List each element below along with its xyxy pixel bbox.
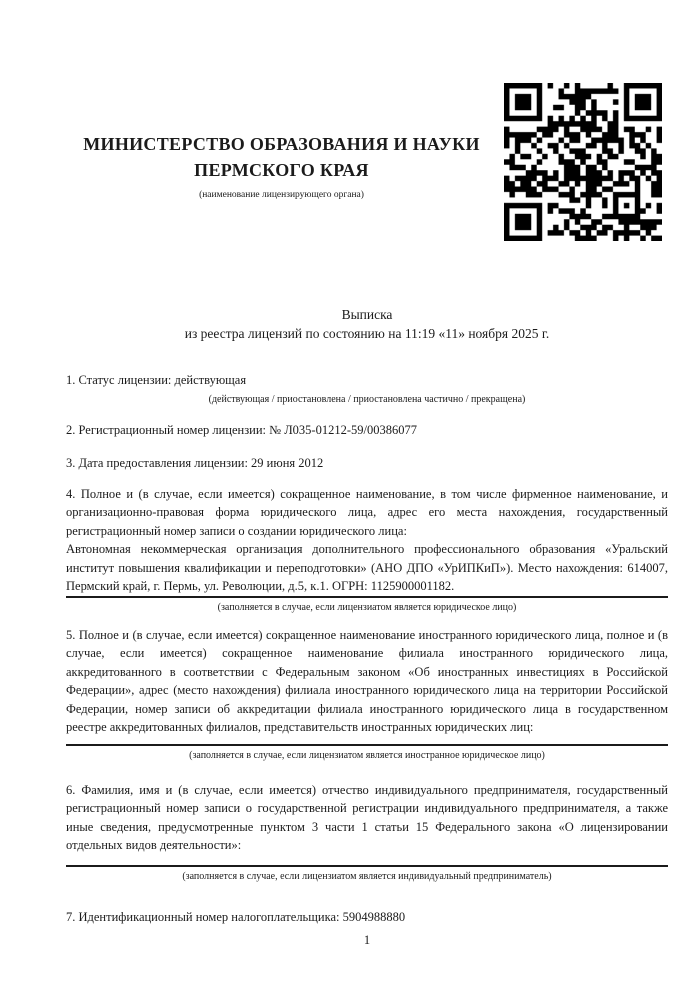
foreign-entity-caption: (заполняется в случае, если лицензиатом является иностранное юридическое лицо) [189, 749, 545, 761]
title-line2: из реестра лицензий по состоянию на 11:19 «11» ноября 2025 г. [184, 326, 550, 341]
authority-name-line2: ПЕРМСКОГО КРАЯ [194, 160, 369, 180]
legal-entity-caption: (заполняется в случае, если лицензиатом является юридическое лицо) [217, 601, 517, 613]
license-status-item [66, 371, 668, 406]
legal-entity-item [66, 485, 668, 614]
page-number: 1 [363, 933, 371, 947]
taxpayer-id-text: 7. Идентификационный номер налогоплательщика: 5904988880 [66, 909, 406, 924]
grant-date-text: 3. Дата предоставления лицензии: 29 июня 2012 [66, 456, 324, 470]
authority-caption: (наименование лицензирующего органа) [199, 190, 364, 200]
document-title [66, 305, 668, 343]
foreign-entity-question: 5. Полное и (в случае, если имеется) сокращенное наименование иностранного юридического лица, полное и (в случае, если имеется) сокращенное наименование филиала иностранного юридического лица, аккредитованного в соответствии с Федеральным законом «Об иностранных инвестициях в Российской Федерации», адрес (место нахождения) филиала иностранного юридического лица на территории Российской Федерации, номер записи об аккредитации филиала иностранного юридического лица в государственном реестре аккредитованных филиалов, представительств иностранных юридических лиц: [66, 627, 668, 734]
entrepreneur-caption: (заполняется в случае, если лицензиатом является индивидуальный предприниматель) [182, 870, 552, 882]
grant-date-item [66, 454, 668, 473]
taxpayer-id-item [66, 908, 668, 927]
authority-name-line1: МИНИСТЕРСТВО ОБРАЗОВАНИЯ И НАУКИ [83, 134, 480, 154]
legal-entity-value: Автономная некоммерческая организация дополнительного профессионального образования «Уральский институт повышения квалификации и переподготовки» (АНО ДПО «УрИПКиП»). Место нахождения: 614007, Пермский край, г. Пермь, ул. Революции, д.5, к.1. ОГРН: 1125900001182. [66, 542, 668, 593]
licensing-authority-header [66, 131, 497, 202]
fill-in-line [66, 744, 668, 746]
registration-number-item [66, 421, 668, 440]
legal-entity-question: 4. Полное и (в случае, если имеется) сокращенное наименование, в том числе фирменное наименование, и организационно-правовая форма юридического лица, адрес его места нахождения, государственный регистрационный номер записи о создании юридического лица: [66, 486, 668, 538]
entrepreneur-question: 6. Фамилия, имя и (в случае, если имеется) отчество индивидуального предпринимателя, государственный регистрационный номер записи о государственной регистрации индивидуального предпринимателя, а также иные сведения, предусмотренные пунктом 3 части 1 статьи 15 Федерального закона «О лицензировании отдельных видов деятельности»: [66, 782, 668, 852]
entrepreneur-item [66, 781, 668, 883]
registration-number-text: 2. Регистрационный номер лицензии: № Л035-01212-59/00386077 [66, 422, 417, 437]
license-status-text: 1. Статус лицензии: действующая [66, 373, 247, 387]
qr-code [504, 83, 662, 241]
title-line1: Выписка [341, 307, 393, 322]
fill-in-line [66, 596, 668, 598]
license-status-caption: (действующая / приостановлена / приостановлена частично / прекращена) [208, 393, 526, 405]
fill-in-line [66, 865, 668, 867]
foreign-entity-item [66, 626, 668, 762]
document-body [0, 305, 700, 948]
